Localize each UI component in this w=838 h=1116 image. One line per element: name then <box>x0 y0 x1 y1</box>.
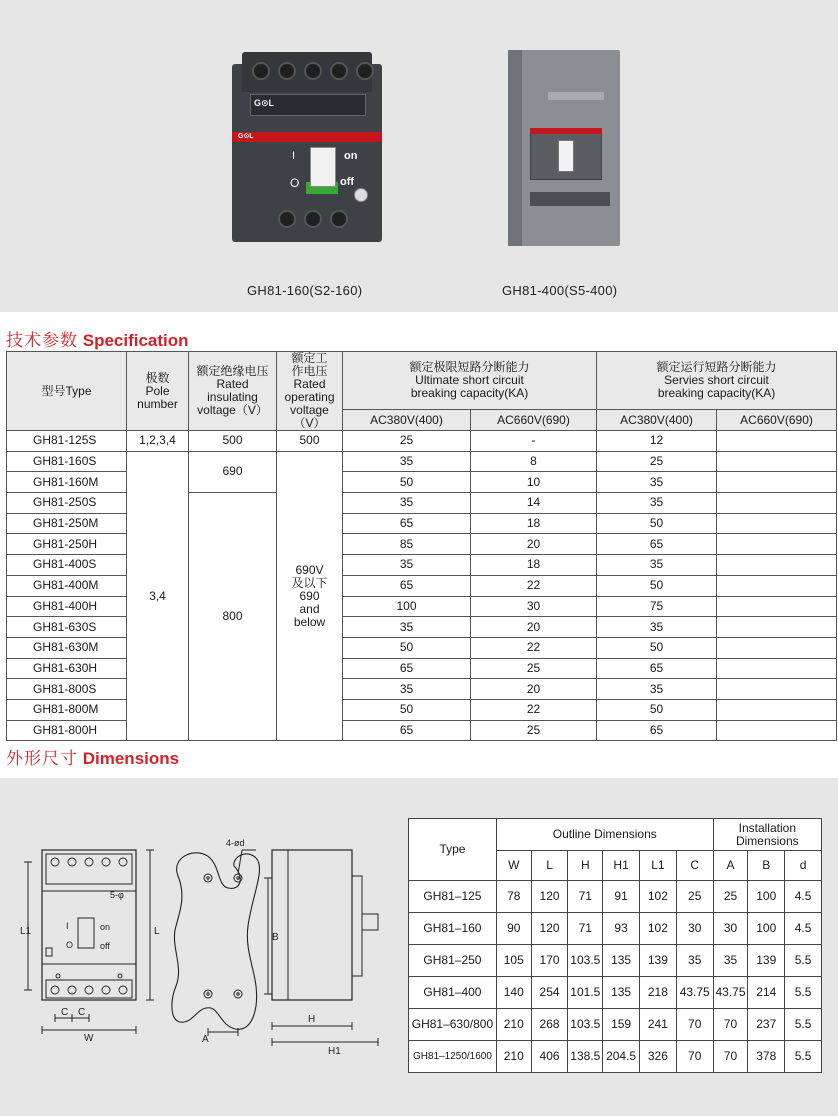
dim-cell-type: GH81–125 <box>409 881 497 913</box>
label-H: H <box>308 1014 316 1025</box>
header-ultimate-breaking: 额定极限短路分断能力 Ultimate short circuit breaking capacity(KA) <box>343 352 597 410</box>
spec-cell-ics380: 65 <box>597 720 717 741</box>
dim-row <box>409 977 822 1009</box>
dim-cell-value: 103.5 <box>568 945 603 977</box>
dim-cell-value: 120 <box>531 881 568 913</box>
header-icu-660: AC660V(690) <box>471 410 597 431</box>
spec-cell-ics660 <box>717 679 837 700</box>
dim-row <box>409 1041 822 1073</box>
spec-cell-ics660 <box>717 658 837 679</box>
spec-cell-type: GH81-400H <box>7 596 127 617</box>
dim-cell-value: 210 <box>496 1009 531 1041</box>
label-L1: L1 <box>20 926 32 937</box>
dimensions-title-cn: 外形尺寸 <box>6 749 78 768</box>
spec-cell-type: GH81-250S <box>7 493 127 514</box>
spec-cell-icu380: 50 <box>343 472 471 493</box>
spec-cell-ics380: 50 <box>597 637 717 658</box>
spec-cell-icu380: 65 <box>343 720 471 741</box>
dim-cell-value: 159 <box>603 1009 640 1041</box>
header-operating-voltage: 额定工 作电压 Rated operating voltage（V） <box>277 352 343 431</box>
spec-cell-icu380: 35 <box>343 451 471 472</box>
spec-cell-ics380: 50 <box>597 513 717 534</box>
dim-col-header: A <box>713 851 748 881</box>
spec-cell-poles: 1,2,3,4 <box>127 431 189 452</box>
spec-cell-icu660: 20 <box>471 617 597 638</box>
mounting-view <box>172 850 272 1036</box>
dim-header-installation: Installation Dimensions <box>713 819 821 851</box>
dim-cell-value: 103.5 <box>568 1009 603 1041</box>
spec-cell-ics660 <box>717 555 837 576</box>
front-view <box>24 850 154 1034</box>
spec-cell-ics660 <box>717 596 837 617</box>
dim-header-type: Type <box>409 819 497 881</box>
spec-cell-ics660 <box>717 720 837 741</box>
header-service-breaking: 额定运行短路分断能力 Servies short circuit breaking capacity(KA) <box>597 352 837 410</box>
spec-cell-icu660: 10 <box>471 472 597 493</box>
spec-cell-icu380: 35 <box>343 555 471 576</box>
specification-title-en: Specification <box>82 331 189 350</box>
spec-cell-ics660 <box>717 513 837 534</box>
dim-cell-value: 71 <box>568 881 603 913</box>
spec-cell-icu660: - <box>471 431 597 452</box>
spec-cell-ics380: 75 <box>597 596 717 617</box>
spec-cell-icu660: 18 <box>471 555 597 576</box>
dim-cell-type: GH81–250 <box>409 945 497 977</box>
spec-cell-icu380: 35 <box>343 679 471 700</box>
dim-col-header: H <box>568 851 603 881</box>
dim-cell-value: 241 <box>639 1009 676 1041</box>
dim-cell-value: 5.5 <box>785 977 822 1009</box>
breaker-o-mark: O <box>290 176 300 190</box>
spec-cell-ics660 <box>717 472 837 493</box>
spec-cell-type: GH81-160M <box>7 472 127 493</box>
dim-cell-value: 30 <box>676 913 713 945</box>
dim-cell-value: 100 <box>748 881 785 913</box>
label-four-ed: 4-ød <box>226 838 245 848</box>
label-on: on <box>100 922 111 932</box>
label-five-phi: 5-φ <box>110 890 124 900</box>
product-photo-panel <box>0 0 838 312</box>
dim-cell-value: 70 <box>676 1041 713 1073</box>
dim-cell-value: 406 <box>531 1041 568 1073</box>
spec-cell-insulating-voltage: 690 <box>189 451 277 492</box>
header-icu-380: AC380V(400) <box>343 410 471 431</box>
label-B: B <box>272 932 279 943</box>
spec-cell-icu380: 100 <box>343 596 471 617</box>
spec-cell-type: GH81-250M <box>7 513 127 534</box>
spec-cell-ics380: 50 <box>597 575 717 596</box>
spec-row <box>7 451 837 472</box>
spec-cell-ics660 <box>717 431 837 452</box>
header-ics-380: AC380V(400) <box>597 410 717 431</box>
spec-cell-icu380: 35 <box>343 493 471 514</box>
breaker-handle <box>558 140 574 172</box>
specification-table <box>6 351 837 741</box>
spec-cell-icu660: 22 <box>471 637 597 658</box>
label-off: off <box>100 941 110 951</box>
dim-cell-value: 35 <box>713 945 748 977</box>
dim-cell-value: 218 <box>639 977 676 1009</box>
spec-cell-type: GH81-400M <box>7 575 127 596</box>
dim-cell-value: 5.5 <box>785 1009 822 1041</box>
spec-cell-type: GH81-400S <box>7 555 127 576</box>
spec-cell-type: GH81-800H <box>7 720 127 741</box>
spec-cell-ics380: 35 <box>597 493 717 514</box>
spec-cell-ics380: 25 <box>597 451 717 472</box>
spec-cell-icu380: 65 <box>343 513 471 534</box>
dim-col-header: B <box>748 851 785 881</box>
spec-cell-icu380: 85 <box>343 534 471 555</box>
spec-cell-operating-voltage: 690V 及以下 690 and below <box>277 451 343 741</box>
label-o: O <box>66 940 74 950</box>
spec-cell-ics660 <box>717 534 837 555</box>
dim-cell-value: 35 <box>676 945 713 977</box>
dim-cell-value: 4.5 <box>785 913 822 945</box>
dim-cell-type: GH81–1250/1600 <box>409 1041 497 1073</box>
spec-cell-icu660: 8 <box>471 451 597 472</box>
dim-cell-value: 326 <box>639 1041 676 1073</box>
dim-cell-value: 214 <box>748 977 785 1009</box>
dim-cell-value: 210 <box>496 1041 531 1073</box>
dim-cell-value: 43.75 <box>676 977 713 1009</box>
spec-cell-type: GH81-800S <box>7 679 127 700</box>
spec-cell-ics380: 65 <box>597 534 717 555</box>
spec-cell-ics660 <box>717 617 837 638</box>
label-C2: C <box>78 1007 86 1018</box>
spec-cell-poles: 3,4 <box>127 451 189 741</box>
dimensions-title-en: Dimensions <box>82 749 180 768</box>
spec-cell-ics380: 35 <box>597 472 717 493</box>
dim-row <box>409 945 822 977</box>
dim-col-header: W <box>496 851 531 881</box>
spec-cell-ics660 <box>717 699 837 720</box>
spec-cell-icu380: 65 <box>343 575 471 596</box>
dim-cell-value: 91 <box>603 881 640 913</box>
spec-cell-icu660: 22 <box>471 575 597 596</box>
dim-cell-value: 378 <box>748 1041 785 1073</box>
caption-gh81-160: GH81-160(S2-160) <box>247 283 363 298</box>
spec-cell-type: GH81-160S <box>7 451 127 472</box>
spec-cell-type: GH81-630M <box>7 637 127 658</box>
header-type: 型号Type <box>7 352 127 431</box>
dim-row <box>409 913 822 945</box>
dim-cell-value: 25 <box>713 881 748 913</box>
dim-header-outline: Outline Dimensions <box>496 819 713 851</box>
breaker-image-gh81-400 <box>508 50 620 246</box>
dim-cell-value: 78 <box>496 881 531 913</box>
spec-cell-type: GH81-630S <box>7 617 127 638</box>
header-insulating-voltage: 额定绝缘电压 Rated insulating voltage（V） <box>189 352 277 431</box>
dim-cell-value: 5.5 <box>785 945 822 977</box>
breaker-off-text: off <box>340 176 355 188</box>
dim-row <box>409 881 822 913</box>
spec-cell-ics660 <box>717 575 837 596</box>
spec-row <box>7 431 837 452</box>
spec-cell-ics380: 50 <box>597 699 717 720</box>
dim-cell-value: 138.5 <box>568 1041 603 1073</box>
spec-cell-ics660 <box>717 451 837 472</box>
dim-cell-value: 139 <box>639 945 676 977</box>
dim-cell-value: 139 <box>748 945 785 977</box>
dim-cell-value: 71 <box>568 913 603 945</box>
header-poles: 极数 Pole number <box>127 352 189 431</box>
spec-cell-type: GH81-630H <box>7 658 127 679</box>
spec-cell-ics380: 35 <box>597 555 717 576</box>
spec-cell-icu380: 25 <box>343 431 471 452</box>
spec-cell-ics380: 65 <box>597 658 717 679</box>
breaker-i-mark: I <box>292 150 296 162</box>
label-L: L <box>154 926 160 937</box>
spec-cell-ics380: 35 <box>597 679 717 700</box>
dim-col-header: L1 <box>639 851 676 881</box>
dim-cell-type: GH81–400 <box>409 977 497 1009</box>
spec-cell-ics660 <box>717 493 837 514</box>
spec-cell-type: GH81-250H <box>7 534 127 555</box>
dim-cell-value: 101.5 <box>568 977 603 1009</box>
dim-cell-value: 140 <box>496 977 531 1009</box>
dim-cell-value: 102 <box>639 881 676 913</box>
dim-cell-value: 237 <box>748 1009 785 1041</box>
spec-cell-icu660: 20 <box>471 534 597 555</box>
spec-cell-ics380: 12 <box>597 431 717 452</box>
header-ics-660: AC660V(690) <box>717 410 837 431</box>
spec-cell-type: GH81-125S <box>7 431 127 452</box>
test-button-icon <box>354 188 368 202</box>
dimensions-title <box>6 744 179 769</box>
dim-cell-type: GH81–630/800 <box>409 1009 497 1041</box>
spec-cell-icu660: 20 <box>471 679 597 700</box>
spec-cell-type: GH81-800M <box>7 699 127 720</box>
dim-cell-value: 135 <box>603 945 640 977</box>
spec-cell-insulating-voltage: 500 <box>189 431 277 452</box>
specification-title-cn: 技术参数 <box>6 331 78 350</box>
label-W: W <box>84 1033 94 1044</box>
profile-view <box>272 850 378 1046</box>
spec-cell-icu660: 18 <box>471 513 597 534</box>
spec-cell-icu660: 14 <box>471 493 597 514</box>
outline-drawing <box>20 836 382 1106</box>
breaker-label-logo: G⊙L <box>254 98 275 108</box>
label-A: A <box>202 1034 209 1045</box>
dim-cell-value: 170 <box>531 945 568 977</box>
breaker-band-logo: G⊙L <box>238 133 254 140</box>
dim-cell-value: 100 <box>748 913 785 945</box>
dim-cell-value: 120 <box>531 913 568 945</box>
dim-cell-type: GH81–160 <box>409 913 497 945</box>
dim-cell-value: 70 <box>676 1009 713 1041</box>
dim-row <box>409 1009 822 1041</box>
dim-cell-value: 102 <box>639 913 676 945</box>
breaker-handle <box>310 147 336 187</box>
specification-title <box>6 326 189 351</box>
spec-cell-icu660: 25 <box>471 658 597 679</box>
dim-cell-value: 4.5 <box>785 881 822 913</box>
spec-cell-icu660: 25 <box>471 720 597 741</box>
spec-cell-icu380: 50 <box>343 637 471 658</box>
dim-col-header: H1 <box>603 851 640 881</box>
label-C1: C <box>61 1007 69 1018</box>
spec-cell-icu660: 22 <box>471 699 597 720</box>
label-H1: H1 <box>328 1046 341 1057</box>
spec-cell-insulating-voltage: 800 <box>189 493 277 741</box>
dim-cell-value: 90 <box>496 913 531 945</box>
dim-cell-value: 30 <box>713 913 748 945</box>
caption-gh81-400: GH81-400(S5-400) <box>502 283 618 298</box>
dim-cell-value: 204.5 <box>603 1041 640 1073</box>
dimensions-table <box>408 818 822 1073</box>
dim-cell-value: 135 <box>603 977 640 1009</box>
spec-cell-operating-voltage: 500 <box>277 431 343 452</box>
spec-cell-ics660 <box>717 637 837 658</box>
dim-cell-value: 105 <box>496 945 531 977</box>
spec-cell-icu380: 50 <box>343 699 471 720</box>
spec-cell-icu380: 65 <box>343 658 471 679</box>
label-i: I <box>66 921 69 931</box>
breaker-image-gh81-160 <box>232 52 382 242</box>
breaker-on-text: on <box>344 150 358 162</box>
dim-cell-value: 5.5 <box>785 1041 822 1073</box>
spec-cell-icu660: 30 <box>471 596 597 617</box>
dim-cell-value: 43.75 <box>713 977 748 1009</box>
dim-cell-value: 268 <box>531 1009 568 1041</box>
dim-cell-value: 254 <box>531 977 568 1009</box>
spec-cell-icu380: 35 <box>343 617 471 638</box>
dim-cell-value: 25 <box>676 881 713 913</box>
dim-col-header: L <box>531 851 568 881</box>
dim-cell-value: 93 <box>603 913 640 945</box>
dim-cell-value: 70 <box>713 1009 748 1041</box>
spec-cell-ics380: 35 <box>597 617 717 638</box>
dim-cell-value: 70 <box>713 1041 748 1073</box>
dim-col-header: d <box>785 851 822 881</box>
dim-col-header: C <box>676 851 713 881</box>
